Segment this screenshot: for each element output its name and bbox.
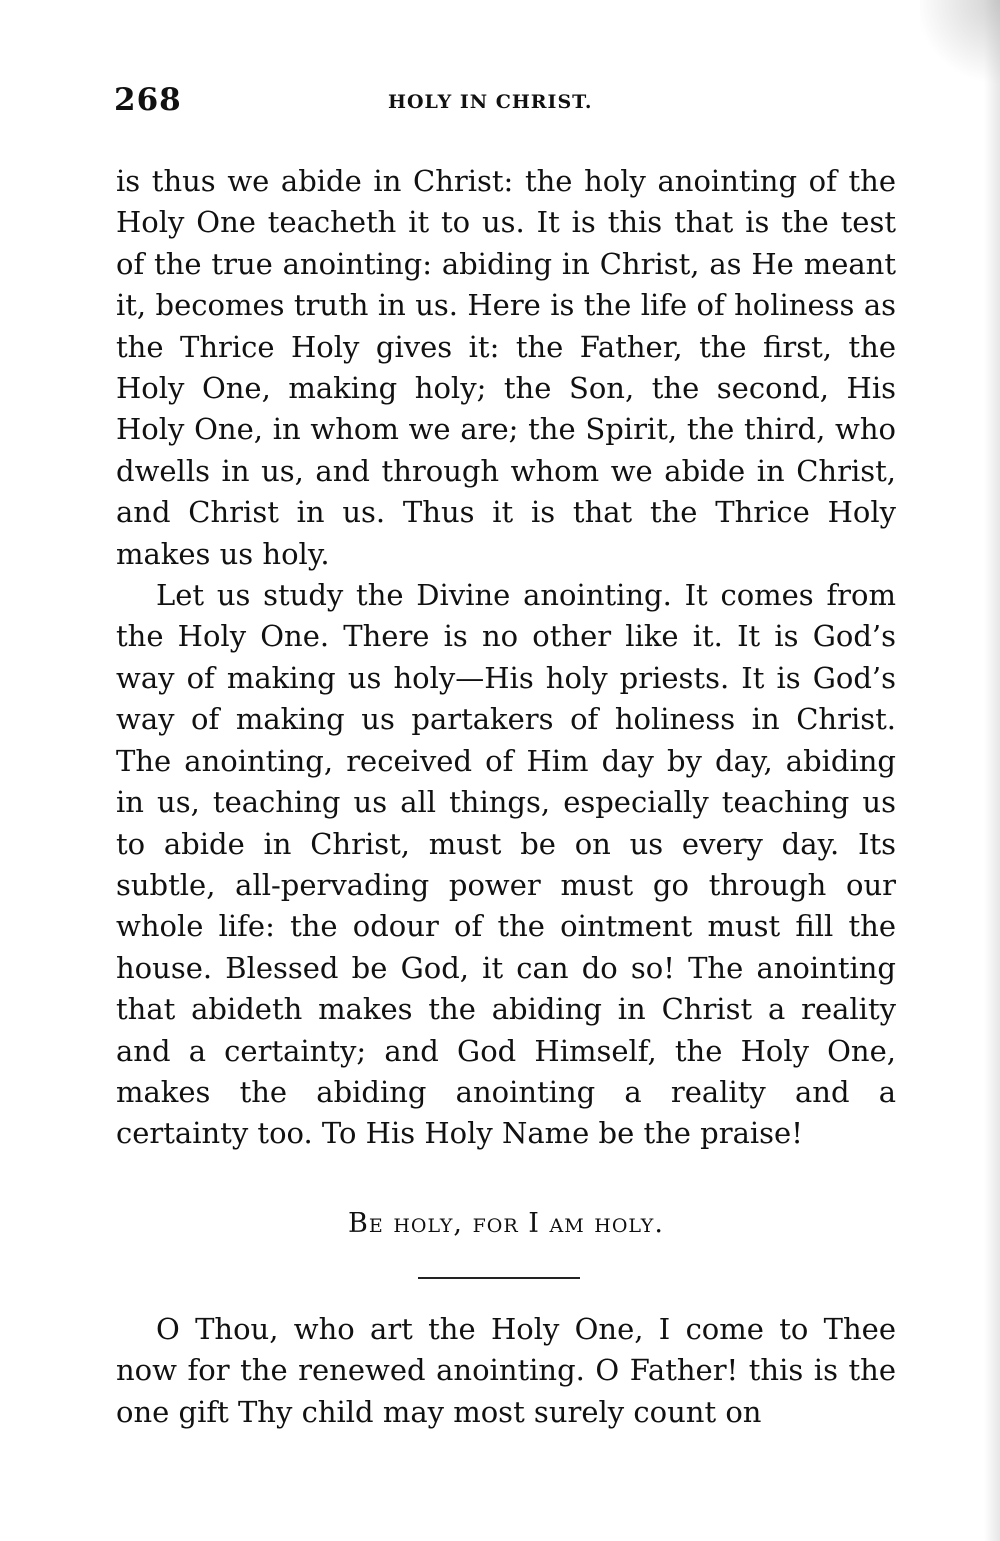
body-paragraph-2: Let us study the Divine anointing. It comes from the Holy One. There is no other like it. It is God’s way of making us holy—His holy priests. It is God’s way of making us partakers of holiness in Christ. The anointing, received of Him day by day, abiding in us, teaching us all things, especially teaching us to abide in Christ, must be on us every day. Its subtle, all-pervading power must go through our whole life: the odour of the ointment must fill the house. Blessed be God, it can do so! The anointing that abideth makes the abiding in Christ a reality and a certainty; and God Himself, the Holy One, makes the abiding anointing a reality and a certainty too. To His Holy Name be the praise! — [116, 578, 896, 1151]
body-paragraph-1: is thus we abide in Christ: the holy anointing of the Holy One teacheth it to us. It is this that is the test of the true anointing: abiding in Christ, as He meant it, becomes truth in us. Here is the life of holiness as the Thrice Holy gives it: the Father, the first, the Holy One, making holy; the Son, the second, His Holy One, in whom we are; the Spirit, the third, who dwells in us, and through whom we abide in Christ, and Christ in us. Thus it is that the Thrice Holy makes us holy. — [116, 164, 896, 571]
page-edge-shadow — [984, 0, 1000, 1541]
motto: Be holy, for I am holy. — [348, 1208, 664, 1239]
prayer-paragraph-1: O Thou, who art the Holy One, I come to Thee now for the renewed anointing. O Father! this is the one gift Thy child may most surely count on — [116, 1312, 896, 1429]
section-divider — [418, 1277, 580, 1279]
page-number: 268 — [114, 82, 182, 118]
body-text — [116, 161, 896, 1155]
page-corner-shadow — [920, 0, 1000, 90]
running-title: HOLY IN CHRIST. — [388, 91, 593, 113]
prayer-section — [116, 1309, 896, 1433]
page-header — [114, 82, 898, 122]
